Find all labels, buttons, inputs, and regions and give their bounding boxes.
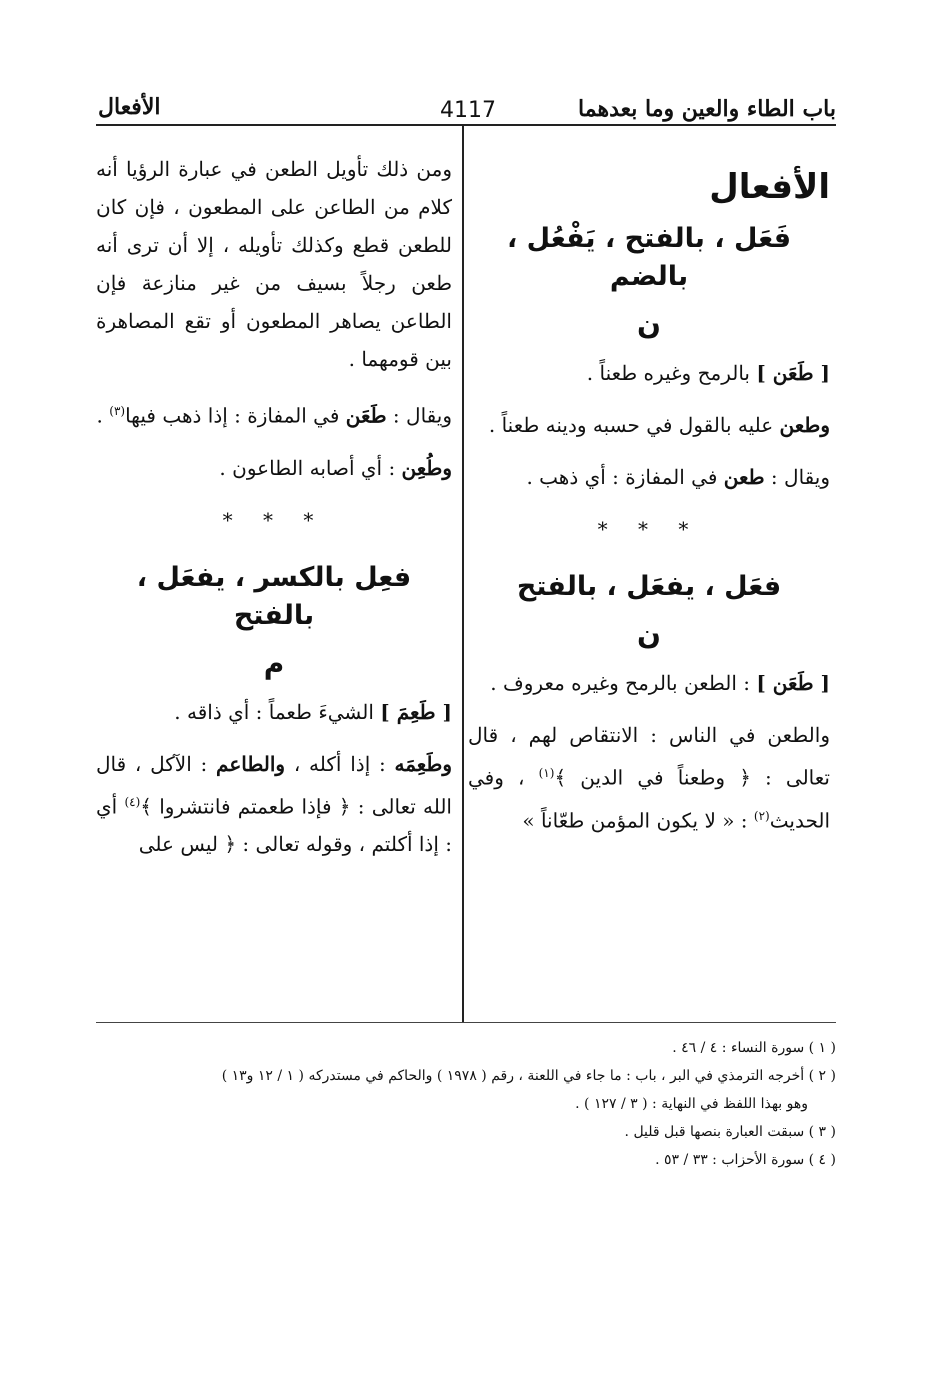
column-divider: [462, 126, 464, 1022]
entry-headword: [ طَعِمَ ]: [380, 699, 452, 724]
section-letter: م: [263, 646, 285, 680]
entry-text: ويقال :: [764, 465, 830, 489]
left-column: [96, 150, 452, 877]
entry-paragraph: [468, 664, 830, 702]
entry-headword: [ طَعَن ]: [756, 361, 830, 385]
entry-text: الشيءَ طعماً : أي ذاقه .: [174, 699, 381, 724]
entry-text: ويقال :: [386, 403, 452, 428]
entry-headword: وطُعِن: [401, 455, 452, 480]
entry-text: عليه بالقول في حسبه ودينه طعناً .: [488, 413, 780, 437]
right-column: [468, 150, 830, 853]
entry-paragraph: [96, 449, 452, 487]
entry-paragraph: [468, 716, 830, 839]
section-separator-stars: * * *: [222, 507, 326, 532]
section-title: فعَل ، يفعَل ، بالفتح: [516, 571, 782, 602]
entry-paragraph: [468, 458, 830, 496]
page-number: 4117: [440, 98, 496, 123]
entry-text: أي : إذا أكلتم ، وقوله تعالى : ﴿ ليس على: [96, 794, 452, 857]
section-title: فعِل بالكسر ، يفعَل ، بالفتح: [136, 561, 412, 631]
footnotes: [96, 1034, 836, 1174]
footnote-2-continuation: وهو بهذا اللفظ في النهاية : ( ٣ / ١٢٧ ) .: [575, 1096, 808, 1112]
footnote-2: ( ٢ ) أخرجه الترمذي في البر ، باب : ما جاء في اللعنة ، رقم ( ١٩٧٨ ) والحاكم في مستدركه ( ١ / ١٢ و١٣ ): [221, 1068, 836, 1084]
entry-text: : « لا يكون المؤمن طعّاناً »: [522, 808, 754, 833]
footnote-ref: (٣): [109, 404, 126, 418]
entry-text: بالرمح وغيره طعناً .: [586, 361, 757, 385]
entry-text: : أي أصابه الطاعون .: [219, 455, 402, 480]
entry-headword: طعن: [723, 465, 765, 489]
entry-text: .: [96, 403, 110, 428]
footnote-4: ( ٤ ) سورة الأحزاب : ٣٣ / ٥٣ .: [655, 1152, 836, 1168]
entry-paragraph: [96, 693, 452, 731]
entry-headword: [ طَعَن ]: [756, 671, 830, 695]
footnote-ref: (٤): [124, 794, 141, 809]
entry-headword: طَعَن: [345, 403, 387, 428]
entry-headword: وطَعِمَه: [394, 751, 453, 776]
header-left-title: الأفعال: [98, 94, 161, 120]
entry-text: : الآكل ، قال الله تعالى : ﴿ فإذا طعمتم فانتشروا ﴾: [96, 751, 452, 819]
entry-headword: والطاعم: [216, 751, 286, 776]
entry-headword: وطعن: [779, 413, 830, 437]
entry-text: : إذا أكله ،: [285, 751, 395, 776]
entry-text: والطعن في الناس : الانتقاص لهم ، قال تعالى : ﴿ وطعناً في الدين ﴾: [468, 723, 830, 790]
footnote-rule: [96, 1022, 836, 1023]
entry-paragraph: [96, 745, 452, 864]
footnote-1: ( ١ ) سورة النساء : ٤ / ٤٦ .: [672, 1040, 836, 1056]
section-letter: ن: [637, 618, 661, 651]
entry-text: في المفازة : إذا ذهب فيها: [125, 403, 346, 428]
entry-text: في المفازة : أي ذهب .: [526, 465, 724, 489]
section-letter: ن: [637, 308, 661, 341]
entry-paragraph: [96, 392, 452, 435]
main-title: الأفعال: [709, 167, 830, 207]
entry-paragraph: ومن ذلك تأويل الطعن في عبارة الرؤيا أنه كلام من الطاعن على المطعون ، فإن كان للطعن قطع وكذلك تأويله ، إلا أن ترى أنه طعن رجلاً بسيف من غير منازعة فإن الطاعن يصاهر المطعون أو تقع المصاهرة بين قومهما .: [96, 157, 452, 371]
footnote-ref: (١): [538, 766, 555, 780]
entry-text: : الطعن بالرمح وغيره معروف .: [490, 671, 757, 695]
header-rule: [96, 124, 836, 126]
header-right-title: باب الطاء والعين وما بعدهما: [578, 96, 836, 122]
footnote-3: ( ٣ ) سبقت العبارة بنصها قبل قليل .: [624, 1124, 836, 1140]
section-separator-stars: * * *: [597, 517, 701, 541]
section-title: فَعَل ، بالفتح ، يَفْعُل ، بالضم: [506, 223, 792, 292]
entry-text: ، وفي الحديث: [468, 765, 830, 833]
entry-paragraph: [468, 406, 830, 444]
footnote-ref: (٢): [753, 808, 770, 823]
entry-paragraph: [468, 354, 830, 392]
